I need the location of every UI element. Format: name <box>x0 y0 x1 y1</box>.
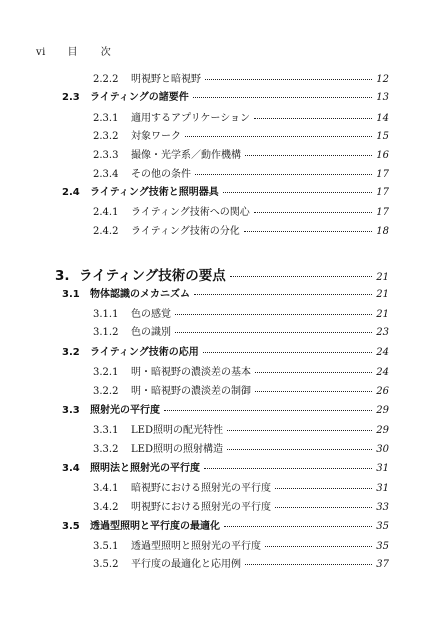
toc-entry-number: 3.5 <box>62 521 80 532</box>
toc-entry-number: 3. <box>55 268 70 284</box>
toc-entry-number: 2.4.2 <box>93 226 119 237</box>
toc-entry-page: 26 <box>376 386 389 397</box>
toc-entry-page: 31 <box>376 483 389 494</box>
toc-entry-number: 2.3.3 <box>93 150 119 161</box>
dot-leader <box>195 174 372 175</box>
toc-entry-page: 33 <box>376 502 389 513</box>
toc-entry-sub <box>93 109 389 124</box>
toc-entry-title: 明・暗視野の濃淡差の制御 <box>131 386 251 397</box>
toc-entry-sub <box>93 421 389 436</box>
toc-entry-title: ライティング技術の応用 <box>90 347 199 358</box>
toc-entry-number: 3.4.1 <box>93 483 119 494</box>
toc-entry-title: 透過型照明と照射光の平行度 <box>131 541 261 552</box>
toc-entry-title: 明視野における照射光の平行度 <box>131 502 271 513</box>
toc-entry-number: 2.3.1 <box>93 113 119 124</box>
running-title: 目 次 <box>67 47 121 58</box>
toc-entry-sec <box>62 343 389 358</box>
running-header <box>36 43 121 58</box>
toc-entry-sec <box>62 401 389 416</box>
toc-entry-page: 29 <box>376 405 389 416</box>
toc-entry-sub <box>93 363 389 378</box>
toc-entry-sub <box>93 440 389 455</box>
toc-entry-page: 17 <box>376 169 389 180</box>
dot-leader <box>164 410 372 411</box>
dot-leader <box>223 192 373 193</box>
toc-entry-page: 16 <box>376 150 389 161</box>
dot-leader <box>254 212 373 213</box>
toc-entry-number: 3.2.1 <box>93 367 119 378</box>
toc-entry-sub <box>93 382 389 397</box>
toc-entry-title: 照明法と照射光の平行度 <box>90 463 200 474</box>
page-number: vi <box>36 47 46 58</box>
toc-entry-title: 照射光の平行度 <box>90 405 160 416</box>
toc-entry-page: 35 <box>376 541 389 552</box>
dot-leader <box>203 352 373 353</box>
toc-entry-page: 15 <box>376 131 389 142</box>
dot-leader <box>185 136 372 137</box>
toc-entry-title: ライティング技術の分化 <box>131 226 240 237</box>
toc-entry-title: 暗視野における照射光の平行度 <box>131 483 271 494</box>
toc-entry-number: 3.2 <box>62 347 80 358</box>
toc-entry-number: 3.3.1 <box>93 425 119 436</box>
toc-entry-number: 2.4.1 <box>93 207 119 218</box>
toc-entry-title: 透過型照明と平行度の最適化 <box>90 521 220 532</box>
dot-leader <box>255 372 372 373</box>
toc-entry-title: ライティング技術の要点 <box>79 268 226 284</box>
toc-entry-title: 色の感覚 <box>131 309 171 320</box>
toc-entry-title: 物体認識のメカニズム <box>90 289 190 300</box>
toc-entry-title: 平行度の最適化と応用例 <box>131 559 241 570</box>
toc-entry-page: 13 <box>376 92 389 103</box>
dot-leader <box>230 276 373 277</box>
toc-entry-sec <box>62 88 389 103</box>
toc-entry-page: 29 <box>376 425 389 436</box>
toc-entry-title: 適用するアプリケーション <box>131 113 250 124</box>
dot-leader <box>255 391 372 392</box>
dot-leader <box>227 449 372 450</box>
dot-leader <box>175 314 372 315</box>
toc-entry-sub <box>93 203 389 218</box>
toc-entry-number: 2.2.2 <box>93 74 119 85</box>
toc-entry-page: 14 <box>376 113 389 124</box>
dot-leader <box>245 564 372 565</box>
toc-entry-sub <box>93 305 389 320</box>
toc-entry-number: 2.3.4 <box>93 169 119 180</box>
toc-entry-sub <box>93 70 389 85</box>
toc-entry-sec <box>62 459 389 474</box>
toc-entry-page: 37 <box>376 559 389 570</box>
toc-entry-sub <box>93 165 389 180</box>
toc-entry-page: 30 <box>376 444 389 455</box>
toc-entry-page: 21 <box>376 289 389 300</box>
toc-entry-title: LED照明の配光特性 <box>131 425 223 436</box>
toc-entry-page: 31 <box>376 463 389 474</box>
toc-entry-title: LED照明の照射構造 <box>131 444 223 455</box>
toc-entry-sub <box>93 555 389 570</box>
toc-entry-page: 21 <box>376 272 389 283</box>
toc-entry-sec <box>62 285 389 300</box>
dot-leader <box>193 97 373 98</box>
toc-entry-number: 3.1 <box>62 289 80 300</box>
toc-entry-title: 対象ワーク <box>131 131 181 142</box>
toc-entry-title: ライティング技術への関心 <box>131 207 250 218</box>
toc-entry-number: 2.4 <box>62 187 80 198</box>
toc-entry-number: 3.4 <box>62 463 80 474</box>
dot-leader <box>254 118 372 119</box>
dot-leader <box>275 488 372 489</box>
toc-entry-sec <box>62 517 389 532</box>
toc-entry-title: 明・暗視野の濃淡差の基本 <box>131 367 251 378</box>
toc-entry-sub <box>93 498 389 513</box>
toc-entry-number: 3.2.2 <box>93 386 119 397</box>
dot-leader <box>224 526 372 527</box>
dot-leader <box>265 546 372 547</box>
toc-entry-number: 2.3.2 <box>93 131 119 142</box>
toc-entry-sub <box>93 222 389 237</box>
toc-entry-page: 17 <box>376 187 389 198</box>
dot-leader <box>245 155 372 156</box>
dot-leader <box>227 430 372 431</box>
toc-entry-number: 3.5.1 <box>93 541 119 552</box>
toc-entry-number: 3.3 <box>62 405 80 416</box>
dot-leader <box>244 231 373 232</box>
toc-entry-page: 24 <box>376 347 389 358</box>
toc-entry-number: 3.3.2 <box>93 444 119 455</box>
toc-entry-number: 3.4.2 <box>93 502 119 513</box>
toc-entry-sec <box>62 183 389 198</box>
toc-entry-title: その他の条件 <box>131 169 191 180</box>
toc-entry-title: 撮像・光学系／動作機構 <box>131 150 241 161</box>
toc-entry-page: 21 <box>376 309 389 320</box>
toc-entry-sub <box>93 537 389 552</box>
toc-entry-page: 17 <box>376 207 389 218</box>
dot-leader <box>194 294 372 295</box>
toc-entry-chap <box>55 264 389 284</box>
toc-entry-sub <box>93 323 389 338</box>
dot-leader <box>275 507 372 508</box>
toc-entry-title: 色の識別 <box>131 327 171 338</box>
dot-leader <box>204 468 372 469</box>
toc-entry-page: 18 <box>376 226 389 237</box>
toc-entry-title: 明視野と暗視野 <box>131 74 201 85</box>
toc-entry-title: ライティング技術と照明器具 <box>90 187 219 198</box>
toc-entry-page: 23 <box>376 327 389 338</box>
toc-entry-number: 3.1.2 <box>93 327 119 338</box>
toc-entry-sub <box>93 146 389 161</box>
toc-entry-page: 24 <box>376 367 389 378</box>
toc-entry-number: 2.3 <box>62 92 80 103</box>
toc-entry-title: ライティングの諸要件 <box>90 92 189 103</box>
toc-entry-page: 12 <box>376 74 389 85</box>
toc-entry-number: 3.5.2 <box>93 559 119 570</box>
toc-entry-page: 35 <box>376 521 389 532</box>
toc-entry-sub <box>93 479 389 494</box>
toc-entry-number: 3.1.1 <box>93 309 119 320</box>
dot-leader <box>205 79 372 80</box>
dot-leader <box>175 332 372 333</box>
toc-entry-sub <box>93 127 389 142</box>
